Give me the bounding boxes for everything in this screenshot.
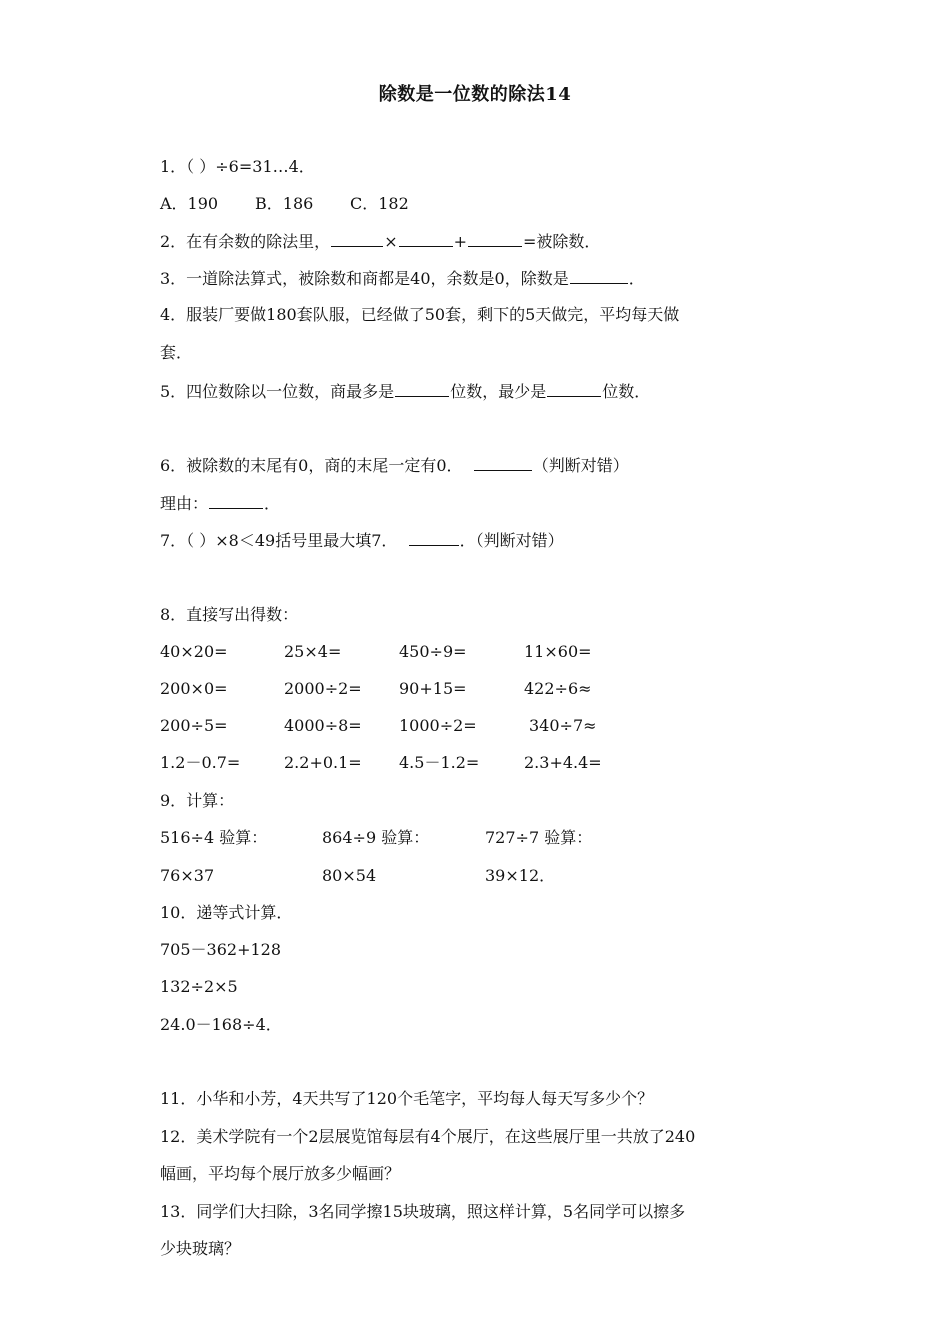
answer-blank[interactable] [395, 381, 449, 397]
question-12-cont: 幅画，平均每个展厅放多少幅画？ [160, 1164, 401, 1183]
calc-item: 4.5－1.2= [399, 753, 480, 772]
question-3 [160, 268, 645, 289]
answer-blank[interactable] [331, 231, 383, 247]
calc-item: 4000÷8= [284, 716, 362, 735]
question-10-heading: 10．递等式计算． [160, 903, 293, 922]
question-7 [160, 530, 564, 551]
answer-blank[interactable] [570, 268, 628, 284]
calc-item: 422÷6≈ [524, 679, 592, 698]
calc-item: 340÷7≈ [529, 716, 597, 735]
calc-item: 450÷9= [399, 642, 467, 661]
question-6 [160, 455, 629, 476]
calc-item: 40×20= [160, 642, 228, 661]
calc-item: 25×4= [284, 642, 342, 661]
answer-blank[interactable] [209, 493, 263, 509]
question-5-text: 5．四位数除以一位数，商最多是 [160, 382, 395, 401]
question-13: 13．同学们大扫除，3名同学擦15块玻璃，照这样计算，5名同学可以擦多 [160, 1202, 686, 1221]
calc-item: 2000÷2= [284, 679, 362, 698]
question-2 [160, 231, 600, 252]
answer-blank[interactable] [399, 231, 453, 247]
answer-blank[interactable] [409, 530, 459, 546]
option-b: B．186 [255, 194, 314, 213]
option-a: A．190 [160, 194, 219, 213]
calc-item: 200÷5= [160, 716, 228, 735]
question-6-end: （判断对错） [532, 456, 629, 475]
calc-problem: 80×54 [322, 866, 377, 885]
question-2-plus: + [453, 232, 467, 251]
calc-problem: 39×12． [485, 866, 556, 885]
stepwise-item: 24.0－168÷4． [160, 1015, 282, 1034]
question-3-text: 3．一道除法算式，被除数和商都是40，余数是0，除数是 [160, 269, 569, 288]
answer-blank[interactable] [468, 231, 522, 247]
calc-item: 2.3+4.4= [524, 753, 602, 772]
question-2-end: =被除数． [523, 232, 601, 251]
question-13-cont: 少块玻璃？ [160, 1239, 241, 1258]
question-4-cont: 套． [160, 343, 193, 362]
question-1: 1．（ ）÷6=31…4． [160, 157, 315, 176]
question-2-times: × [384, 232, 398, 251]
calc-problem: 76×37 [160, 866, 215, 885]
calc-item: 1000÷2= [399, 716, 477, 735]
reason-end: ． [264, 494, 281, 513]
calc-item: 2.2+0.1= [284, 753, 362, 772]
question-8-heading: 8．直接写出得数： [160, 605, 299, 624]
question-7-end: ．（判断对错） [459, 531, 564, 550]
question-11: 11．小华和小芳，4天共写了120个毛笔字，平均每人每天写多少个？ [160, 1089, 654, 1108]
calc-item: 1.2－0.7= [160, 753, 241, 772]
question-9-heading: 9．计算： [160, 791, 235, 810]
question-5-mid: 位数，最少是 [450, 382, 547, 401]
calc-problem: 864÷9 验算： [322, 828, 430, 847]
calc-problem: 516÷4 验算： [160, 828, 268, 847]
question-4: 4．服装厂要做180套队服，已经做了50套，剩下的5天做完，平均每天做 [160, 305, 680, 324]
question-6-reason [160, 493, 280, 514]
question-7-text: 7．（ ）×8＜49括号里最大填7． [160, 531, 398, 550]
calc-item: 200×0= [160, 679, 228, 698]
question-2-text: 2．在有余数的除法里， [160, 232, 331, 251]
question-5 [160, 381, 650, 402]
calc-item: 90+15= [399, 679, 467, 698]
stepwise-item: 132÷2×5 [160, 977, 238, 996]
question-12: 12．美术学院有一个2层展览馆每层有4个展厅，在这些展厅里一共放了240 [160, 1127, 696, 1146]
option-c: C．182 [350, 194, 409, 213]
reason-label: 理由： [160, 494, 209, 513]
question-6-text: 6．被除数的末尾有0，商的末尾一定有0． [160, 456, 463, 475]
calc-item: 11×60= [524, 642, 592, 661]
answer-blank[interactable] [474, 455, 532, 471]
stepwise-item: 705－362+128 [160, 940, 282, 959]
calc-problem: 727÷7 验算： [485, 828, 593, 847]
question-5-end: 位数． [602, 382, 651, 401]
answer-blank[interactable] [547, 381, 601, 397]
page-title: 除数是一位数的除法14 [378, 84, 572, 105]
question-3-end: ． [628, 269, 645, 288]
